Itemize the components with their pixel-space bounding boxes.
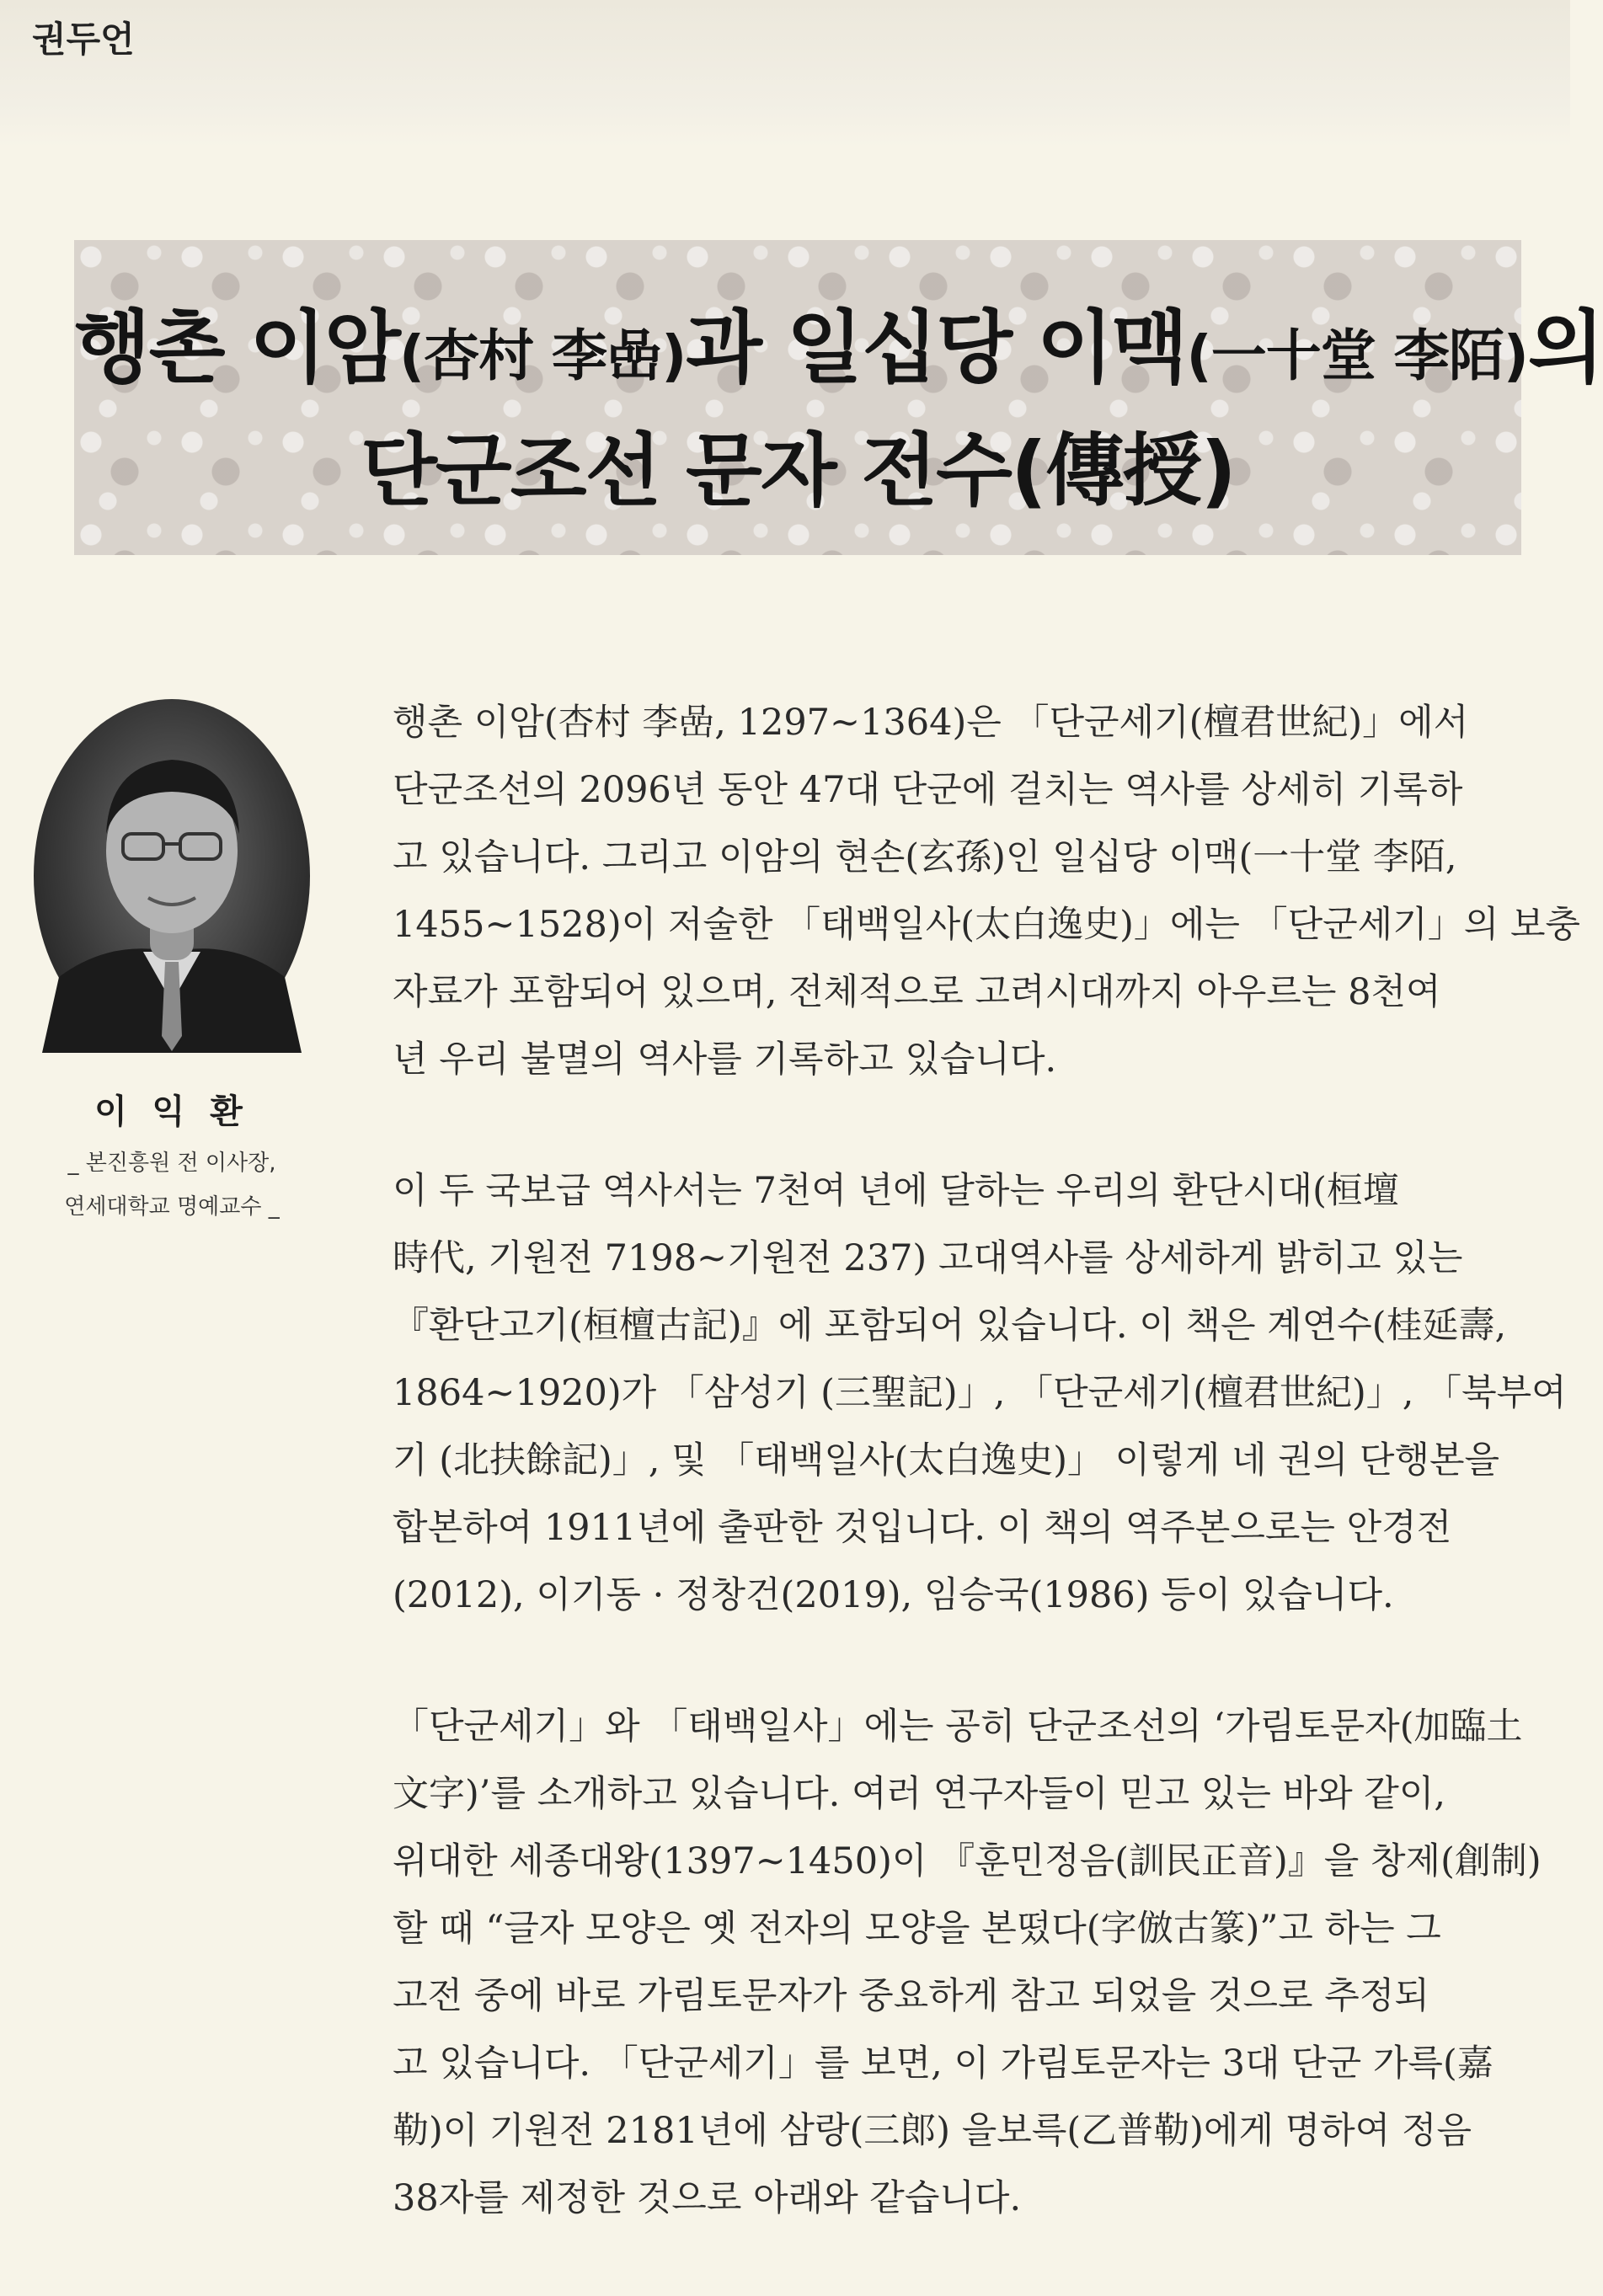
title-fragment-hanja: (一十堂 李陌) [1186, 323, 1528, 388]
article-title-line-2: 단군조선 문자 전수(傳授) [361, 425, 1235, 517]
section-label: 권두언 [32, 19, 135, 60]
text-line: 고전 중에 바로 가림토문자가 중요하게 참고 되었을 것으로 추정되 [393, 1975, 1429, 2017]
author-portrait-photo [34, 699, 310, 1053]
text-line: 단군조선의 2096년 동안 47대 단군에 걸치는 역사를 상세히 기록하 [393, 769, 1463, 811]
text-line: 고 있습니다. 「단군세기」를 보면, 이 가림토문자는 3대 단군 가륵(嘉 [393, 2042, 1493, 2085]
title-fragment: 행촌 이암 [74, 302, 399, 394]
text-line: 행촌 이암(杏村 李嵒, 1297~1364)은 「단군세기(檀君世紀)」에서 [393, 702, 1469, 744]
title-fragment: 의 [1527, 302, 1603, 394]
article-title-line-1 [74, 284, 1603, 398]
text-line: (2012), 이기동 · 정창건(2019), 임승국(1986) 등이 있습니다. [393, 1574, 1394, 1616]
text-line: 기 (北扶餘記)」, 및 「태백일사(太白逸史)」 이렇게 네 권의 단행본을 [393, 1439, 1500, 1482]
paragraph-1 [393, 689, 1581, 1093]
text-line: 「단군세기」와 「태백일사」에는 공히 단군조선의 ‘가림토문자(加臨土 [393, 1706, 1523, 1748]
title-fragment-hanja: (杏村 李嵒) [398, 323, 687, 388]
paragraph-2 [393, 1157, 1567, 1629]
text-line: 勒)이 기원전 2181년에 삼랑(三郎) 을보륵(乙普勒)에게 명하여 정음 [393, 2110, 1472, 2152]
paragraph-3 [393, 1693, 1542, 2232]
text-line: 『환단고기(桓檀古記)』에 포함되어 있습니다. 이 책은 계연수(桂延壽, [393, 1305, 1507, 1347]
article-body [393, 689, 1581, 2296]
text-line: 할 때 “글자 모양은 옛 전자의 모양을 본떴다(字倣古篆)”고 하는 그 [393, 1908, 1441, 1950]
text-line: 년 우리 불멸의 역사를 기록하고 있습니다. [393, 1039, 1057, 1081]
text-line: 합본하여 1911년에 출판한 것입니다. 이 책의 역주본으로는 안경전 [393, 1507, 1452, 1549]
text-line: 文字)’를 소개하고 있습니다. 여러 연구자들이 믿고 있는 바와 같이, [393, 1773, 1446, 1815]
text-line: 1455~1528)이 저술한 「태백일사(太白逸史)」에는 「단군세기」의 보충 [393, 904, 1581, 946]
text-line: 38자를 제정한 것으로 아래와 같습니다. [393, 2177, 1022, 2219]
title-fragment: 과 일십당 이맥 [686, 302, 1187, 394]
text-line: 자료가 포함되어 있으며, 전체적으로 고려시대까지 아우르는 8천여 [393, 971, 1441, 1013]
page-header-band [0, 0, 1570, 147]
text-line: 고 있습니다. 그리고 이암의 현손(玄孫)인 일십당 이맥(一十堂 李陌, [393, 836, 1457, 878]
author-role-line-1: _ 본진흥원 전 이사장, [67, 1151, 276, 1176]
author-role-line-2: 연세대학교 명예교수 _ [64, 1194, 280, 1220]
text-line: 1864~1920)가 「삼성기 (三聖記)」, 「단군세기(檀君世紀)」, 「북부여 [393, 1372, 1567, 1414]
title-banner [74, 240, 1603, 555]
text-line: 이 두 국보급 역사서는 7천여 년에 달하는 우리의 환단시대(桓壇 [393, 1170, 1399, 1212]
text-line: 時代, 기원전 7198~기원전 237) 고대역사를 상세하게 밝히고 있는 [393, 1237, 1463, 1279]
text-line: 위대한 세종대왕(1397~1450)이 『훈민정음(訓民正音)』을 창제(創制) [393, 1840, 1542, 1882]
author-name: 이 익 환 [94, 1092, 249, 1131]
